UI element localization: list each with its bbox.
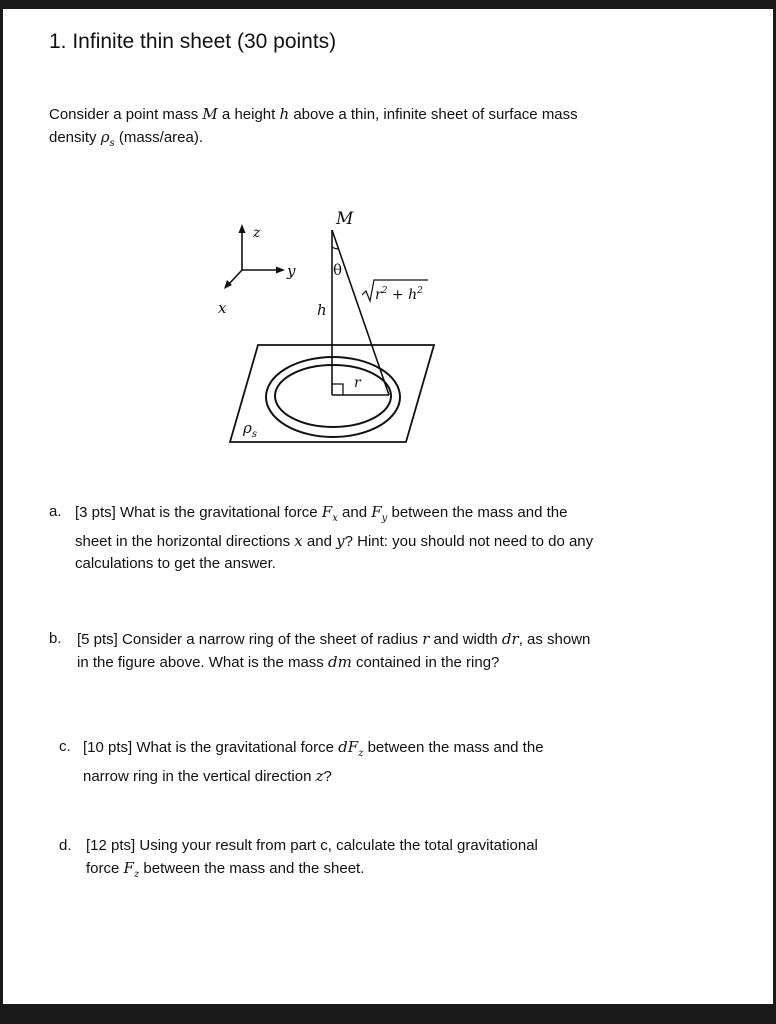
hypotenuse-label: $r^2 + h^2$ [375, 286, 423, 303]
question-b-label: b. [49, 630, 62, 647]
question-a-text: [3 pts] What is the gravitational force $F_x$ and $F_y$ between the mass and the sheet in the horizontal directions x and y? Hint: you should not need to do any calculations to get the answer. [75, 503, 594, 572]
right-angle-mark [332, 384, 343, 395]
z-axis-label: z [253, 225, 261, 241]
question-b-text: [5 pts] Consider a narrow ring of the sheet of radius r and width dr, as shown in the figure above. What is the mass dm contained in the ring? [77, 630, 591, 671]
x-axis [228, 270, 242, 285]
x-axis-label: x [218, 299, 227, 317]
y-axis-arrow [276, 267, 285, 274]
left-border [0, 0, 3, 1024]
bottom-border [0, 1004, 776, 1024]
question-d-text: [12 pts] Using your result from part c, calculate the total gravitational force $F_z$ between the mass and the sheet. [86, 837, 538, 880]
question-d-label: d. [59, 837, 72, 854]
question-c-label: c. [59, 738, 71, 755]
z-axis-arrow [239, 224, 246, 233]
sheet-diagram [190, 195, 460, 455]
question-c-text: [10 pts] What is the gravitational force $dF_z$ between the mass and the narrow ring in the vertical direction z? [83, 738, 544, 785]
y-axis-label: y [287, 262, 296, 280]
density-label: $\rho_s$ [243, 419, 257, 440]
theta-label: θ [333, 261, 343, 279]
top-border [0, 0, 776, 9]
theta-arc [332, 247, 338, 249]
hypotenuse-line [332, 230, 389, 395]
problem-intro: Consider a point mass M a height h above a thin, infinite sheet of surface mass density $\rho_s$ (mass/area). [49, 105, 578, 149]
ring-inner [275, 365, 391, 427]
question-a-label: a. [49, 503, 62, 520]
radius-label: r [354, 375, 361, 391]
problem-title: 1. Infinite thin sheet (30 points) [49, 30, 337, 53]
mass-label: M [336, 209, 354, 229]
height-label: h [317, 301, 327, 319]
